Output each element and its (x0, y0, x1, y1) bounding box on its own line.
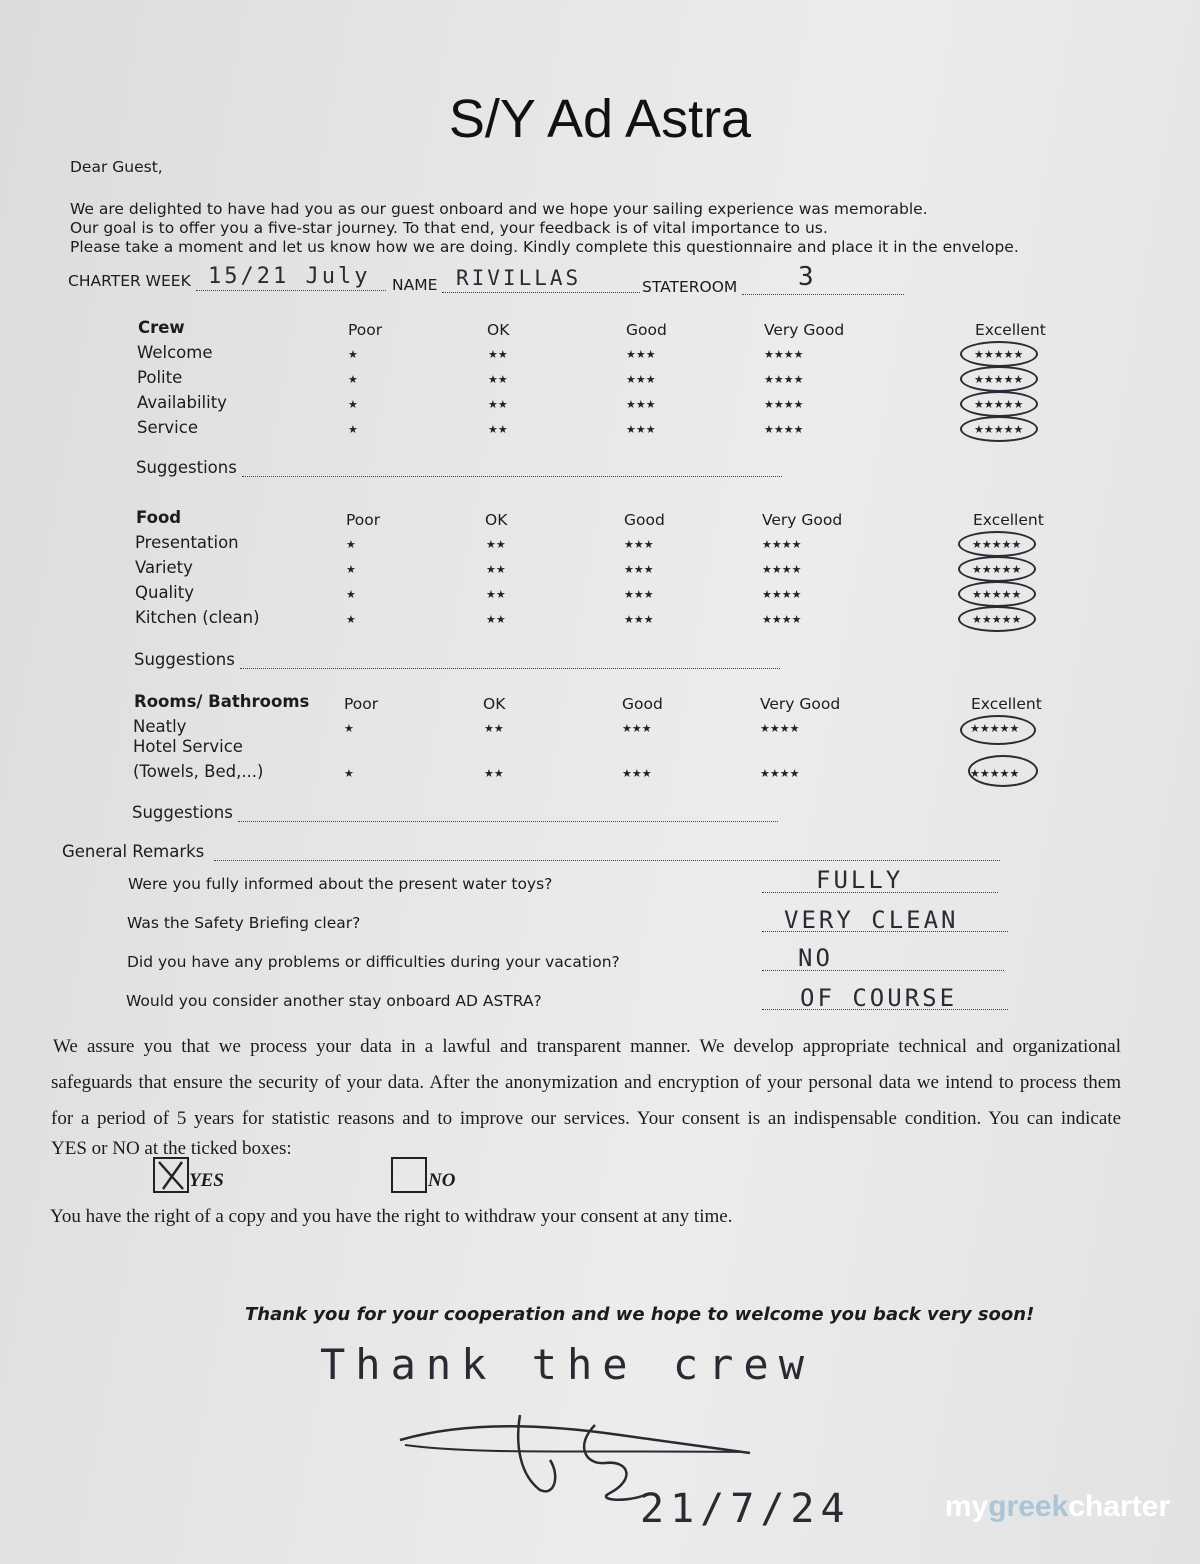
rating-option-3-stars[interactable]: ★★★ (624, 588, 654, 601)
column-header-very-good: Very Good (764, 321, 845, 339)
watermark-charter: charter (1068, 1490, 1170, 1523)
question-problems: Did you have any problems or difficulties during your vacation? (127, 953, 620, 971)
greeting: Dear Guest, (70, 158, 163, 176)
column-header-very-good: Very Good (762, 511, 843, 529)
rating-option-2-stars[interactable]: ★★ (488, 423, 508, 436)
rating-option-1-stars[interactable]: ★ (346, 563, 356, 576)
rating-option-4-stars[interactable]: ★★★★ (764, 398, 804, 411)
rating-option-4-stars[interactable]: ★★★★ (760, 767, 800, 780)
rating-option-2-stars[interactable]: ★★ (488, 373, 508, 386)
rating-option-1-stars[interactable]: ★ (346, 588, 356, 601)
column-header-good: Good (626, 321, 667, 339)
rating-label-service: Service (137, 418, 198, 437)
question-safety-briefing: Was the Safety Briefing clear? (127, 914, 361, 932)
suggestions-label: Suggestions (136, 458, 237, 477)
rating-option-4-stars[interactable]: ★★★★ (762, 588, 802, 601)
rating-option-5-stars[interactable]: ★★★★★ (974, 423, 1024, 436)
section-title-1: Food (136, 508, 182, 527)
column-header-poor: Poor (346, 511, 381, 529)
rating-option-1-stars[interactable]: ★ (346, 538, 356, 551)
rating-option-3-stars[interactable]: ★★★ (626, 348, 656, 361)
rating-option-1-stars[interactable]: ★ (344, 722, 354, 735)
selected-rating-circle (958, 581, 1036, 607)
rating-option-5-stars[interactable]: ★★★★★ (974, 348, 1024, 361)
general-remarks-dots (214, 860, 1000, 861)
privacy-line-2: safeguards that ensure the security of your data. After the anonymization and encryption of your personal data we intend to process them (51, 1072, 1121, 1093)
rating-option-3-stars[interactable]: ★★★ (624, 538, 654, 551)
rating-option-1-stars[interactable]: ★ (344, 767, 354, 780)
suggestions-line[interactable] (238, 821, 778, 822)
rating-option-4-stars[interactable]: ★★★★ (764, 373, 804, 386)
document-title: S/Y Ad Astra (448, 89, 752, 149)
rating-option-1-stars[interactable]: ★ (348, 398, 358, 411)
thanks-text: Thank you for your cooperation and we hope to welcome you back very soon! (245, 1304, 1035, 1325)
column-header-excellent: Excellent (973, 511, 1044, 529)
privacy-line-1: We assure you that we process your data in a lawful and transparent manner. We develop appropriate technical and organizational (53, 1036, 1121, 1057)
suggestions-line[interactable] (242, 476, 782, 477)
suggestions-line[interactable] (240, 668, 780, 669)
selected-rating-circle (958, 606, 1036, 632)
name-value[interactable]: RIVILLAS (456, 266, 582, 290)
consent-no-checkbox[interactable] (391, 1157, 427, 1193)
rating-option-1-stars[interactable]: ★ (348, 348, 358, 361)
stateroom-label: STATEROOM (642, 278, 738, 296)
rating-option-2-stars[interactable]: ★★ (488, 398, 508, 411)
privacy-line-4: YES or NO at the ticked boxes: (51, 1138, 292, 1159)
rating-label-neatly: Neatly (133, 717, 187, 736)
rating-option-4-stars[interactable]: ★★★★ (762, 613, 802, 626)
suggestions-label: Suggestions (132, 803, 233, 822)
rating-option-4-stars[interactable]: ★★★★ (762, 538, 802, 551)
column-header-good: Good (624, 511, 665, 529)
charter-week-dots (196, 290, 386, 291)
rating-option-2-stars[interactable]: ★★ (488, 348, 508, 361)
name-label: NAME (392, 276, 438, 294)
rating-option-5-stars[interactable]: ★★★★★ (970, 767, 1020, 780)
rating-option-1-stars[interactable]: ★ (348, 423, 358, 436)
intro-line-3: Please take a moment and let us know how we are doing. Kindly complete this questionnaire and place it in the envelope. (70, 238, 1019, 256)
rating-option-5-stars[interactable]: ★★★★★ (972, 588, 1022, 601)
column-header-good: Good (622, 695, 663, 713)
column-header-ok: OK (483, 695, 506, 713)
column-header-excellent: Excellent (971, 695, 1042, 713)
intro-line-2: Our goal is to offer you a five-star journey. To that end, your feedback is of vital importance to us. (70, 219, 828, 237)
rating-option-2-stars[interactable]: ★★ (486, 563, 506, 576)
selected-rating-circle (960, 715, 1036, 745)
watermark-logo (945, 1490, 1170, 1524)
intro-line-1: We are delighted to have had you as our guest onboard and we hope your sailing experience was memorable. (70, 200, 928, 218)
column-header-poor: Poor (348, 321, 383, 339)
rating-option-3-stars[interactable]: ★★★ (626, 373, 656, 386)
column-header-excellent: Excellent (975, 321, 1046, 339)
consent-yes-checkbox[interactable] (153, 1157, 189, 1193)
column-header-ok: OK (487, 321, 510, 339)
answer-problems[interactable]: NO (798, 944, 833, 972)
rating-option-5-stars[interactable]: ★★★★★ (974, 398, 1024, 411)
name-dots (442, 292, 640, 293)
rating-option-2-stars[interactable]: ★★ (484, 722, 504, 735)
rating-label-quality: Quality (135, 583, 194, 602)
stateroom-dots (742, 294, 904, 295)
answer-another-stay[interactable]: OF COURSE (800, 984, 958, 1012)
watermark-my: my (944, 1490, 989, 1523)
rating-label-presentation: Presentation (135, 533, 239, 552)
charter-week-label: CHARTER WEEK (68, 272, 191, 290)
rating-label-hotel-service: Hotel Service (133, 737, 243, 756)
rating-label-kitchen-clean-: Kitchen (clean) (135, 608, 260, 627)
selected-rating-circle (968, 755, 1038, 787)
selected-rating-circle (958, 531, 1036, 557)
rating-option-3-stars[interactable]: ★★★ (626, 423, 656, 436)
rating-option-3-stars[interactable]: ★★★ (622, 767, 652, 780)
rating-label-availability: Availability (137, 393, 227, 412)
rating-option-4-stars[interactable]: ★★★★ (760, 722, 800, 735)
rights-text: You have the right of a copy and you have the right to withdraw your consent at any time. (50, 1206, 733, 1227)
rating-label-welcome: Welcome (137, 343, 213, 362)
rating-option-2-stars[interactable]: ★★ (486, 538, 506, 551)
rating-option-5-stars[interactable]: ★★★★★ (972, 613, 1022, 626)
consent-no-label: NO (428, 1170, 456, 1191)
rating-option-2-stars[interactable]: ★★ (486, 613, 506, 626)
rating-option-4-stars[interactable]: ★★★★ (762, 563, 802, 576)
selected-rating-circle (960, 391, 1038, 417)
rating-option-2-stars[interactable]: ★★ (486, 588, 506, 601)
rating-option-5-stars[interactable]: ★★★★★ (970, 722, 1020, 735)
selected-rating-circle (958, 556, 1036, 582)
rating-option-5-stars[interactable]: ★★★★★ (974, 373, 1024, 386)
rating-label-polite: Polite (137, 368, 183, 387)
question-another-stay: Would you consider another stay onboard AD ASTRA? (126, 992, 542, 1010)
selected-rating-circle (960, 416, 1038, 442)
stateroom-value[interactable]: 3 (798, 262, 817, 292)
consent-yes-label: YES (189, 1170, 224, 1191)
answer-water-toys[interactable]: FULLY (816, 866, 904, 894)
column-header-ok: OK (485, 511, 508, 529)
column-header-poor: Poor (344, 695, 379, 713)
handwritten-note: Thank the crew (320, 1340, 815, 1389)
selected-rating-circle (960, 341, 1038, 367)
rating-option-5-stars[interactable]: ★★★★★ (972, 538, 1022, 551)
signature-date: 21/7/24 (640, 1486, 851, 1532)
section-title-0: Crew (138, 318, 185, 337)
rating-option-5-stars[interactable]: ★★★★★ (972, 563, 1022, 576)
rating-option-3-stars[interactable]: ★★★ (626, 398, 656, 411)
suggestions-label: Suggestions (134, 650, 235, 669)
rating-label-variety: Variety (135, 558, 193, 577)
question-water-toys: Were you fully informed about the present water toys? (128, 875, 553, 893)
rating-option-3-stars[interactable]: ★★★ (622, 722, 652, 735)
answer-safety-briefing[interactable]: VERY CLEAN (784, 906, 959, 934)
charter-week-value[interactable]: 15/21 July (208, 264, 371, 289)
check-x-icon (155, 1159, 187, 1191)
rating-option-4-stars[interactable]: ★★★★ (764, 348, 804, 361)
rating-option-1-stars[interactable]: ★ (348, 373, 358, 386)
watermark-greek: greek (988, 1490, 1069, 1523)
rating-label-towels-bed: (Towels, Bed,...) (133, 762, 264, 781)
rating-option-1-stars[interactable]: ★ (346, 613, 356, 626)
general-remarks-label: General Remarks (62, 842, 205, 861)
selected-rating-circle (960, 366, 1038, 392)
rating-option-3-stars[interactable]: ★★★ (624, 563, 654, 576)
rating-option-2-stars[interactable]: ★★ (484, 767, 504, 780)
privacy-line-3: for a period of 5 years for statistic reasons and to improve our services. Your consent is an indispensable condition. You can indicate (51, 1108, 1121, 1129)
column-header-very-good: Very Good (760, 695, 841, 713)
rating-option-4-stars[interactable]: ★★★★ (764, 423, 804, 436)
rating-option-3-stars[interactable]: ★★★ (624, 613, 654, 626)
section-title-2: Rooms/ Bathrooms (134, 692, 310, 711)
